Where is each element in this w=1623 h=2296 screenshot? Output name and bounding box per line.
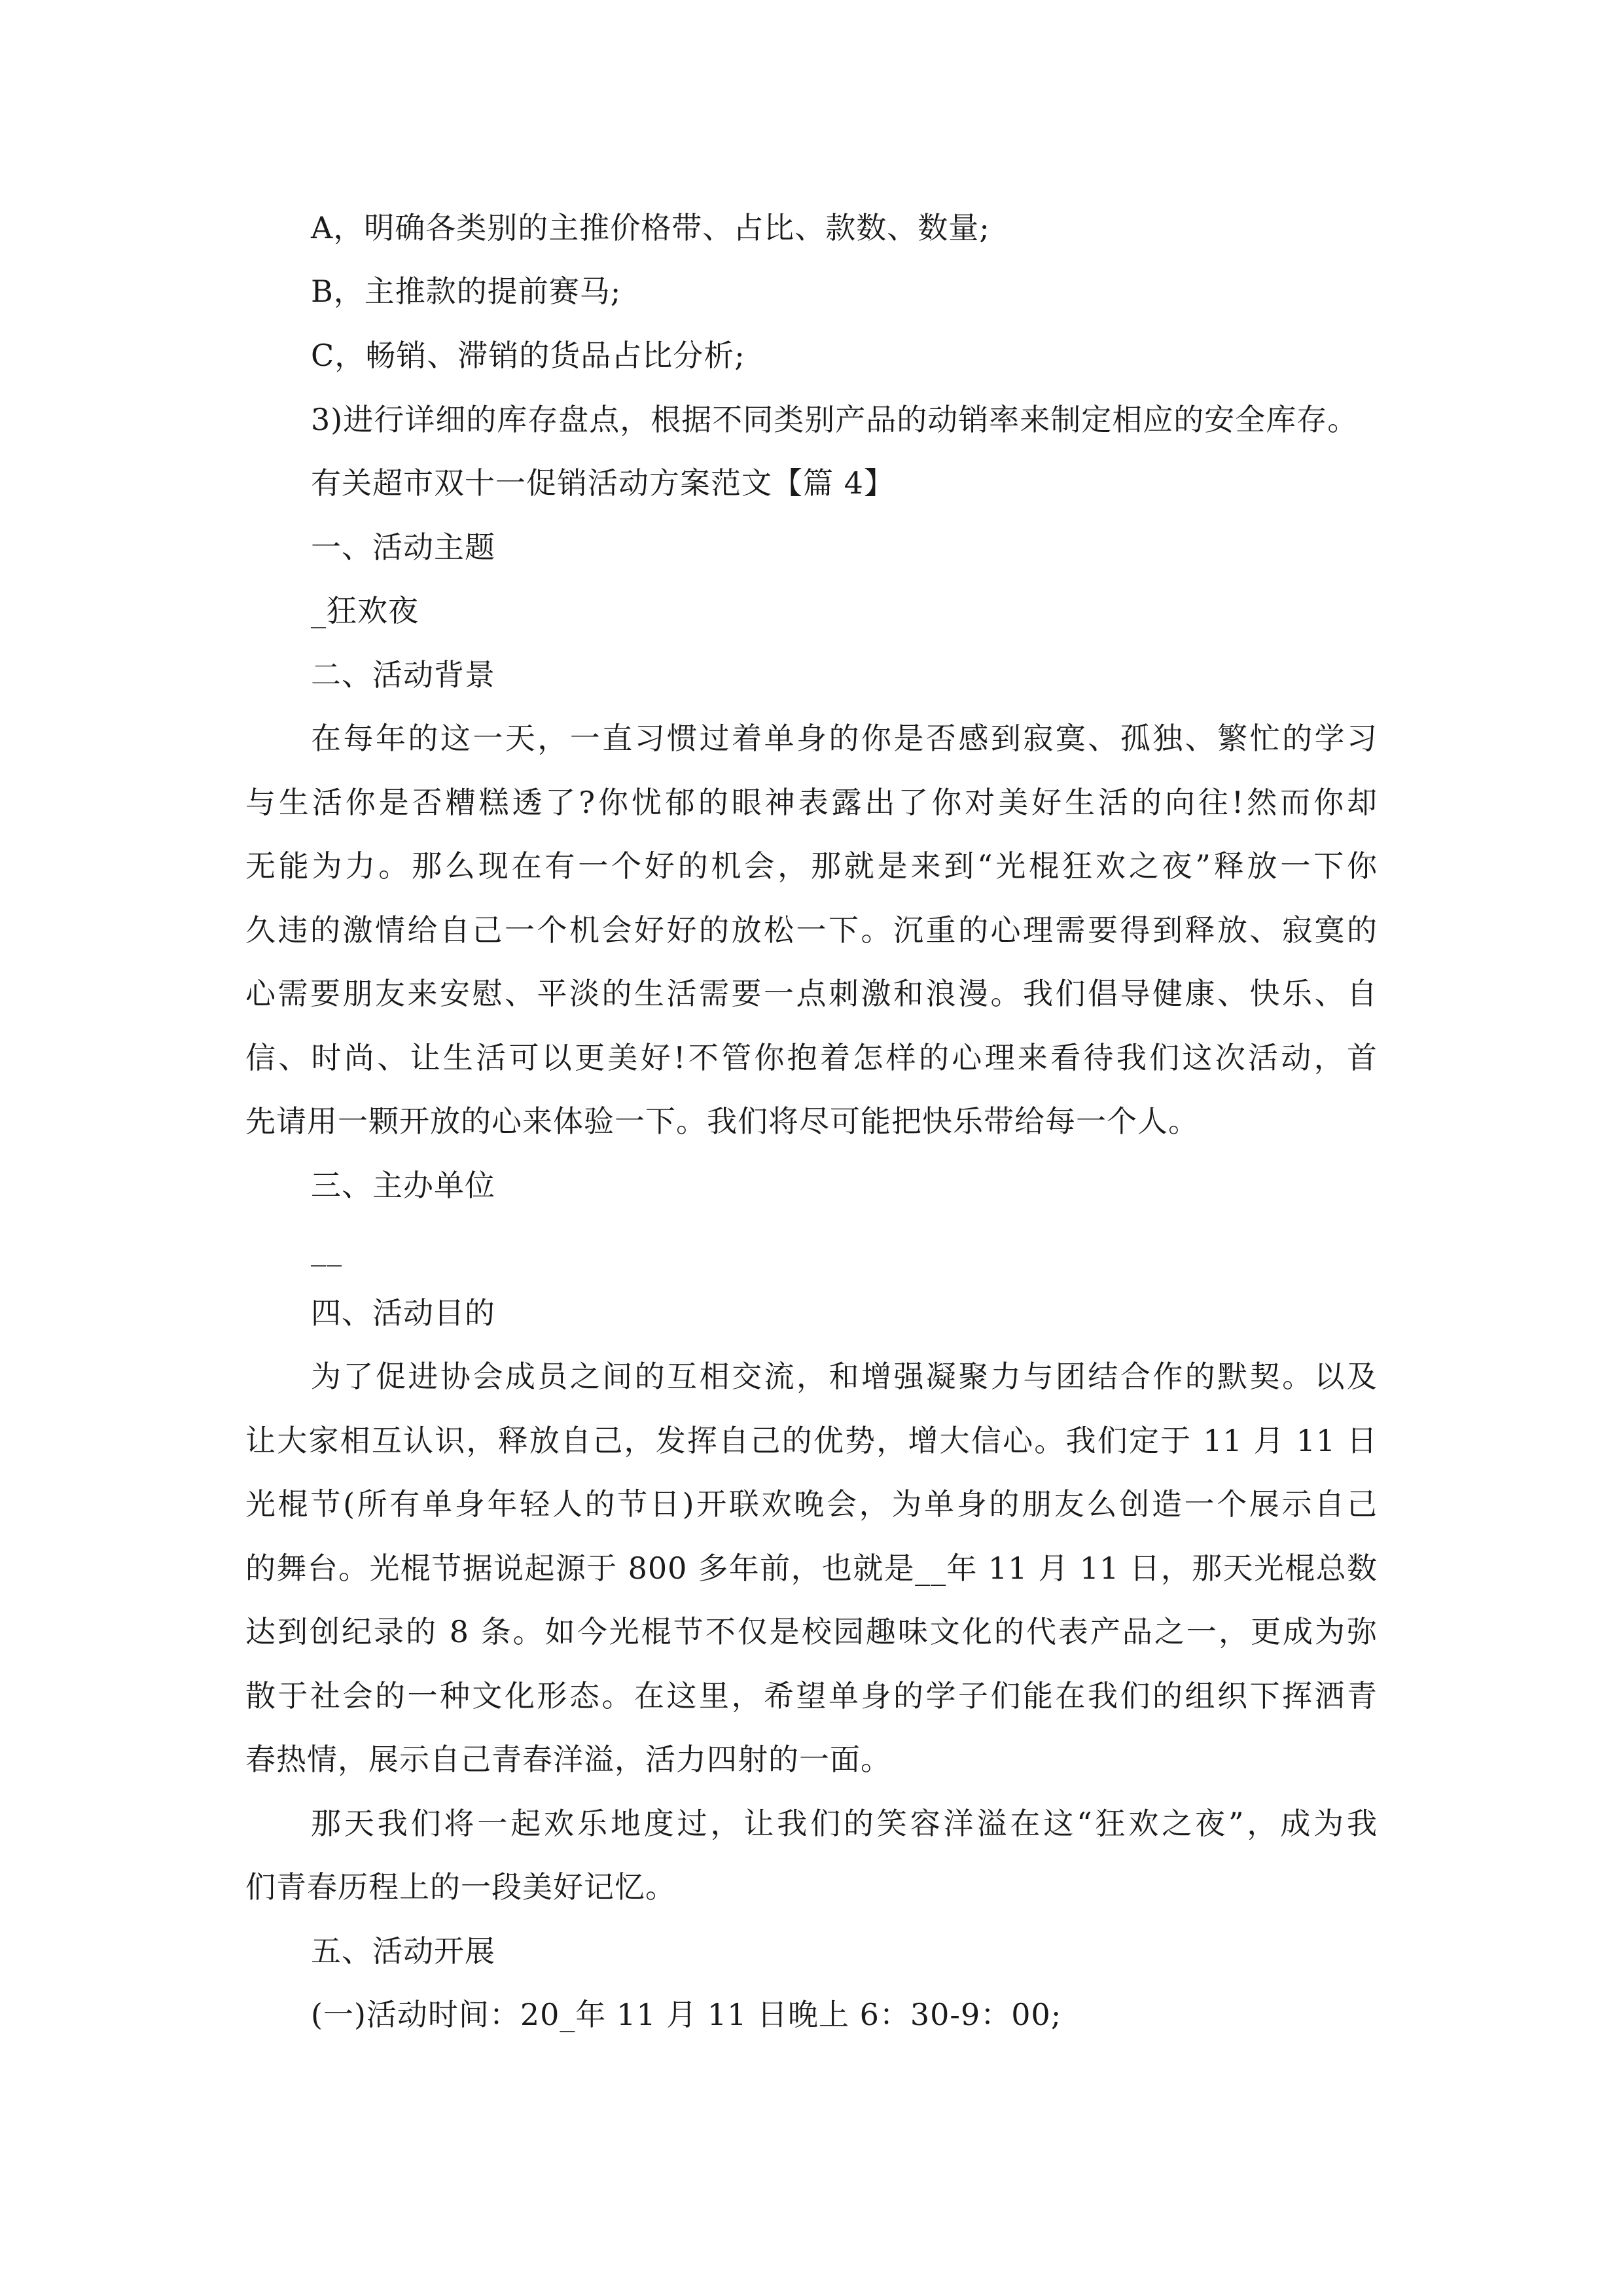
paragraph-line: 无能为力。那么现在有一个好的机会，那就是来到“光棍狂欢之夜”释放一下你 <box>245 848 1378 884</box>
heading-background: 二、活动背景 <box>311 657 495 692</box>
paragraph-line: 们青春历程上的一段美好记忆。 <box>245 1869 676 1905</box>
paragraph-line: 的舞台。光棍节据说起源于 800 多年前，也就是__年 11 月 11 日，那天光棍总数 <box>245 1551 1378 1586</box>
list-item-c: C，畅销、滞销的货品占比分析; <box>311 338 745 373</box>
heading-activities: 五、活动开展 <box>311 1933 495 1969</box>
paragraph-line: 让大家相互认识，释放自己，发挥自己的优势，增大信心。我们定于 11 月 11 日 <box>245 1423 1378 1458</box>
heading-organizer: 三、主办单位 <box>311 1168 495 1203</box>
section-title: 有关超市双十一促销活动方案范文【篇 4】 <box>311 465 895 501</box>
paragraph-line: 散于社会的一种文化形态。在这里，希望单身的学子们能在我们的组织下挥洒青 <box>245 1678 1378 1713</box>
list-item-a: A，明确各类别的主推价格带、占比、款数、数量; <box>311 210 990 245</box>
activity-time: (一)活动时间：20_年 11 月 11 日晚上 6：30-9：00; <box>311 1997 1062 2032</box>
heading-theme: 一、活动主题 <box>311 529 495 565</box>
paragraph-line: 为了促进协会成员之间的互相交流，和增强凝聚力与团结合作的默契。以及 <box>311 1359 1378 1394</box>
paragraph-line: 先请用一颗开放的心来体验一下。我们将尽可能把快乐带给每一个人。 <box>245 1103 1199 1139</box>
paragraph-line: 心需要朋友来安慰、平淡的生活需要一点刺激和浪漫。我们倡导健康、快乐、自 <box>245 976 1378 1011</box>
paragraph-line: 在每年的这一天，一直习惯过着单身的你是否感到寂寞、孤独、繁忙的学习 <box>311 721 1378 756</box>
paragraph-line: 信、时尚、让生活可以更美好!不管你抱着怎样的心理来看待我们这次活动，首 <box>245 1040 1378 1075</box>
paragraph-line: 与生活你是否糟糕透了?你忧郁的眼神表露出了你对美好生活的向往!然而你却 <box>245 785 1378 820</box>
paragraph-line: 那天我们将一起欢乐地度过，让我们的笑容洋溢在这“狂欢之夜”，成为我 <box>311 1806 1378 1841</box>
paragraph-line: 久违的激情给自己一个机会好好的放松一下。沉重的心理需要得到释放、寂寞的 <box>245 912 1378 948</box>
paragraph-line: 达到创纪录的 8 条。如今光棍节不仅是校园趣味文化的代表产品之一，更成为弥 <box>245 1614 1378 1649</box>
paragraph-line: 春热情，展示自己青春洋溢，活力四射的一面。 <box>245 1742 891 1777</box>
heading-purpose: 四、活动目的 <box>311 1295 495 1331</box>
list-item-b: B，主推款的提前赛马; <box>311 274 622 309</box>
paragraph-inventory: 3)进行详细的库存盘点，根据不同类别产品的动销率来制定相应的安全库存。 <box>311 402 1359 437</box>
organizer-blank: __ <box>311 1231 342 1266</box>
theme-text: _狂欢夜 <box>311 593 419 628</box>
paragraph-line: 光棍节(所有单身年轻人的节日)开联欢晚会，为单身的朋友么创造一个展示自己 <box>245 1486 1378 1522</box>
